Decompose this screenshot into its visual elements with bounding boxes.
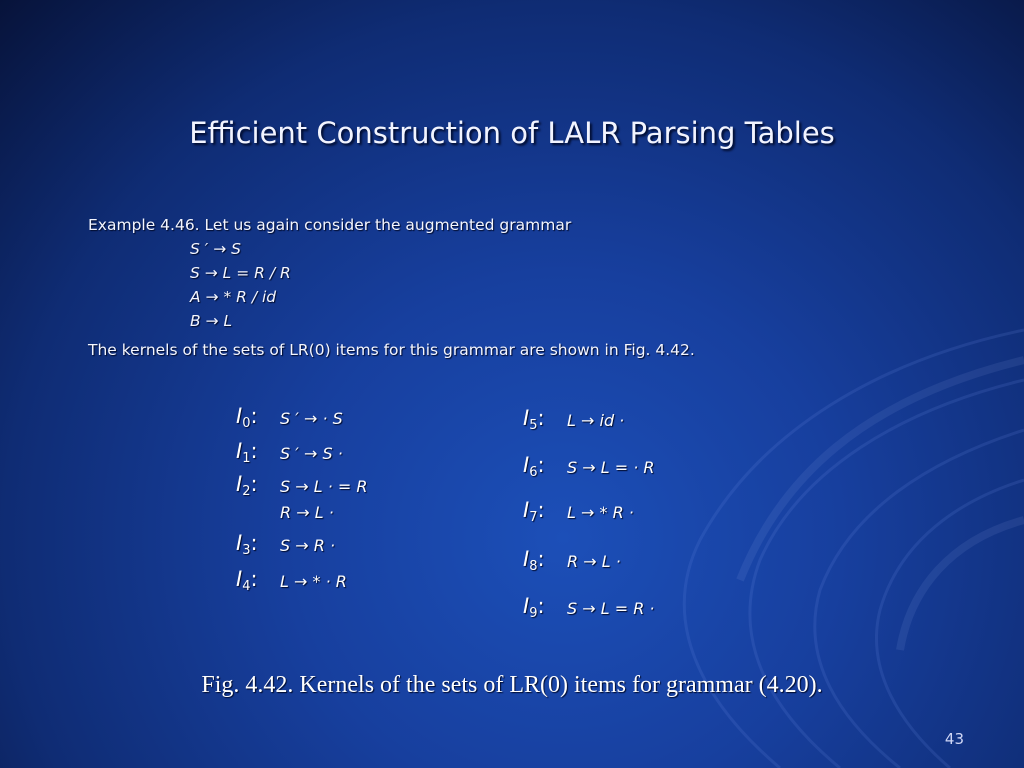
- figure-caption: Fig. 4.42. Kernels of the sets of LR(0) items for grammar (4.20).: [201, 672, 823, 698]
- item-set-label: $I_5$:: [523, 406, 545, 433]
- item-set-label: $I_8$:: [523, 547, 545, 574]
- grammar-rule: B → L: [190, 312, 233, 330]
- grammar-rule: S ′ → S: [190, 240, 241, 258]
- grammar-rule: S → L = R / R: [190, 264, 291, 282]
- example-label: Example 4.46.: [88, 216, 200, 234]
- item-set-label: $I_7$:: [523, 498, 545, 525]
- item-set-label: $I_1$:: [236, 439, 258, 466]
- example-text: Let us again consider the augmented grammar: [199, 216, 572, 234]
- kernel-item: L → * · R: [280, 572, 347, 591]
- kernel-item: L → id ·: [567, 411, 625, 430]
- kernel-item: S → L = · R: [567, 458, 655, 477]
- kernel-item: R → L ·: [280, 503, 334, 522]
- kernel-item: S → R ·: [280, 536, 336, 555]
- item-set-label: $I_0$:: [236, 404, 258, 431]
- page-number: 43: [944, 730, 964, 748]
- item-set-label: $I_6$:: [523, 453, 545, 480]
- example-paragraph: [88, 216, 571, 234]
- kernel-item: S → L = R ·: [567, 599, 655, 618]
- kernel-item: L → * R ·: [567, 503, 634, 522]
- kernels-paragraph: The kernels of the sets of LR(0) items for this grammar are shown in Fig. 4.42.: [88, 341, 695, 359]
- item-set-label: $I_3$:: [236, 531, 258, 558]
- kernel-item: R → L ·: [567, 552, 621, 571]
- kernel-item: S ′ → S ·: [280, 444, 343, 463]
- grammar-rule: A → * R / id: [190, 288, 277, 306]
- item-set-label: $I_9$:: [523, 594, 545, 621]
- kernel-item: S → L · = R: [280, 477, 368, 496]
- kernel-item: S ′ → · S: [280, 409, 343, 428]
- item-set-label: $I_2$:: [236, 472, 258, 499]
- slide-title: Efficient Construction of LALR Parsing Tables: [189, 116, 835, 150]
- item-set-label: $I_4$:: [236, 567, 258, 594]
